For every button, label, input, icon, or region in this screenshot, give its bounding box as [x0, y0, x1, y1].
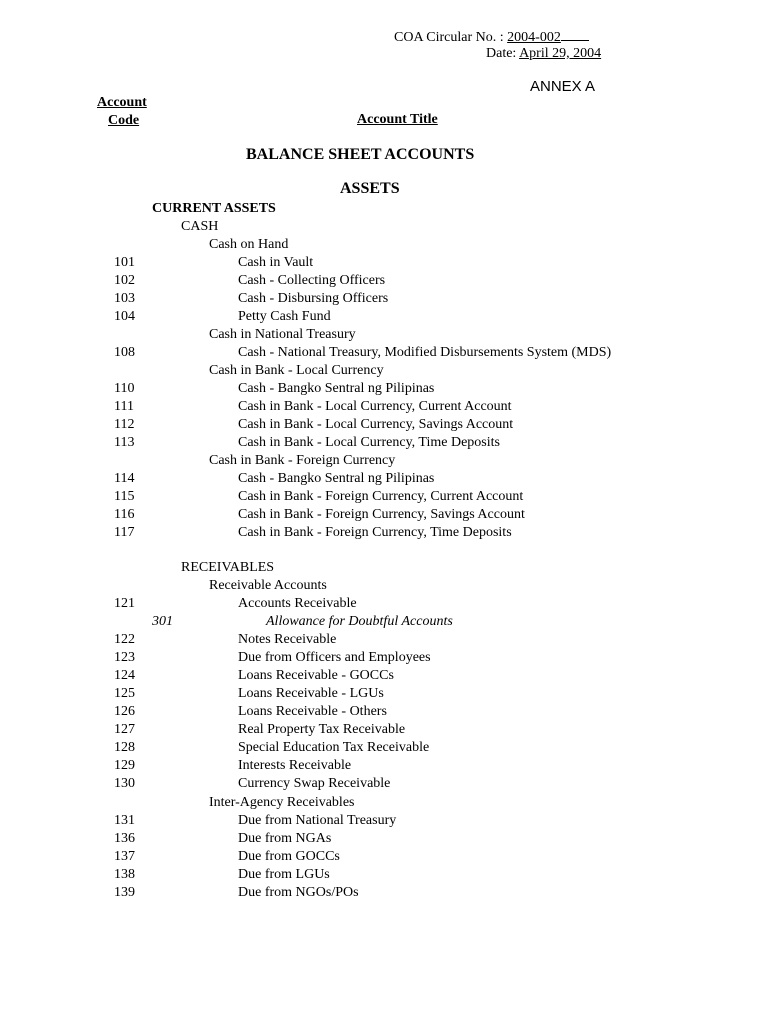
account-code: 116 [114, 507, 135, 522]
account-code: 123 [114, 650, 135, 665]
contra-account-code: 301 [152, 614, 173, 629]
account-code: 112 [114, 417, 135, 432]
account-title: Cash in Vault [238, 255, 314, 270]
account-title: Loans Receivable - LGUs [238, 686, 384, 701]
annex-label: ANNEX A [530, 78, 596, 95]
account-code: 129 [114, 758, 135, 773]
account-code: 138 [114, 867, 135, 882]
cash-national-treasury-label: Cash in National Treasury [209, 327, 356, 342]
subsection-title: ASSETS [340, 180, 400, 197]
account-code: 103 [114, 291, 135, 306]
account-title: Due from National Treasury [238, 813, 397, 828]
account-code: 121 [114, 596, 135, 611]
group-title: CURRENT ASSETS [152, 201, 276, 216]
account-code: 126 [114, 704, 135, 719]
section-title: BALANCE SHEET ACCOUNTS [246, 146, 475, 163]
account-code: 115 [114, 489, 135, 504]
account-code: 113 [114, 435, 135, 450]
date-line [486, 46, 601, 62]
account-code: 131 [114, 813, 135, 828]
cash-label: CASH [181, 219, 219, 234]
account-code: 102 [114, 273, 135, 288]
account-code: 104 [114, 309, 135, 324]
account-title: Cash - National Treasury, Modified Disbursements System (MDS) [238, 345, 612, 360]
account-title: Accounts Receivable [238, 596, 357, 611]
date-value: April 29, 2004 [519, 46, 602, 61]
contra-account-title: Allowance for Doubtful Accounts [266, 614, 453, 629]
account-code: 128 [114, 740, 135, 755]
account-title: Loans Receivable - GOCCs [238, 668, 394, 683]
account-code: 125 [114, 686, 135, 701]
circular-label: COA Circular No. : [394, 30, 504, 45]
account-title: Petty Cash Fund [238, 309, 331, 324]
date-label: Date: [486, 46, 517, 61]
account-title: Cash in Bank - Foreign Currency, Current Account [238, 489, 524, 504]
column-code-line1: Account [97, 95, 147, 110]
account-title: Cash in Bank - Local Currency, Savings Account [238, 417, 514, 432]
account-title: Loans Receivable - Others [238, 704, 387, 719]
account-title: Due from NGOs/POs [238, 885, 359, 900]
account-code: 108 [114, 345, 135, 360]
receivable-accounts-label: Receivable Accounts [209, 578, 327, 593]
account-title: Real Property Tax Receivable [238, 722, 406, 737]
circular-number: 2004-002 [507, 30, 561, 45]
account-title: Cash in Bank - Foreign Currency, Time Deposits [238, 525, 512, 540]
account-title: Due from Officers and Employees [238, 650, 431, 665]
account-title: Currency Swap Receivable [238, 776, 391, 791]
account-title: Cash in Bank - Local Currency, Current Account [238, 399, 512, 414]
column-title-heading: Account Title [357, 112, 438, 127]
inter-agency-label: Inter-Agency Receivables [209, 795, 355, 810]
circular-line [394, 28, 589, 46]
account-code: 101 [114, 255, 135, 270]
account-title: Cash in Bank - Local Currency, Time Deposits [238, 435, 500, 450]
account-title: Cash - Disbursing Officers [238, 291, 389, 306]
account-code: 130 [114, 776, 135, 791]
account-code: 114 [114, 471, 135, 486]
cash-bank-local-label: Cash in Bank - Local Currency [209, 363, 384, 378]
account-title: Cash - Collecting Officers [238, 273, 386, 288]
account-title: Cash - Bangko Sentral ng Pilipinas [238, 471, 435, 486]
account-code: 137 [114, 849, 135, 864]
account-code: 127 [114, 722, 135, 737]
account-title: Cash - Bangko Sentral ng Pilipinas [238, 381, 435, 396]
account-code: 124 [114, 668, 135, 683]
account-code: 139 [114, 885, 135, 900]
account-title: Due from LGUs [238, 867, 330, 882]
cash-bank-foreign-label: Cash in Bank - Foreign Currency [209, 453, 396, 468]
account-code: 111 [114, 399, 134, 414]
receivables-label: RECEIVABLES [181, 560, 275, 575]
account-title: Cash in Bank - Foreign Currency, Savings Account [238, 507, 525, 522]
account-title: Special Education Tax Receivable [238, 740, 430, 755]
account-title: Due from NGAs [238, 831, 332, 846]
account-code: 117 [114, 525, 135, 540]
cash-on-hand-label: Cash on Hand [209, 237, 289, 252]
account-title: Due from GOCCs [238, 849, 340, 864]
account-title: Notes Receivable [238, 632, 337, 647]
account-code: 136 [114, 831, 135, 846]
account-code: 122 [114, 632, 135, 647]
column-code-line2: Code [108, 113, 140, 128]
circular-number-blank [561, 28, 589, 41]
account-title: Interests Receivable [238, 758, 352, 773]
account-code: 110 [114, 381, 135, 396]
